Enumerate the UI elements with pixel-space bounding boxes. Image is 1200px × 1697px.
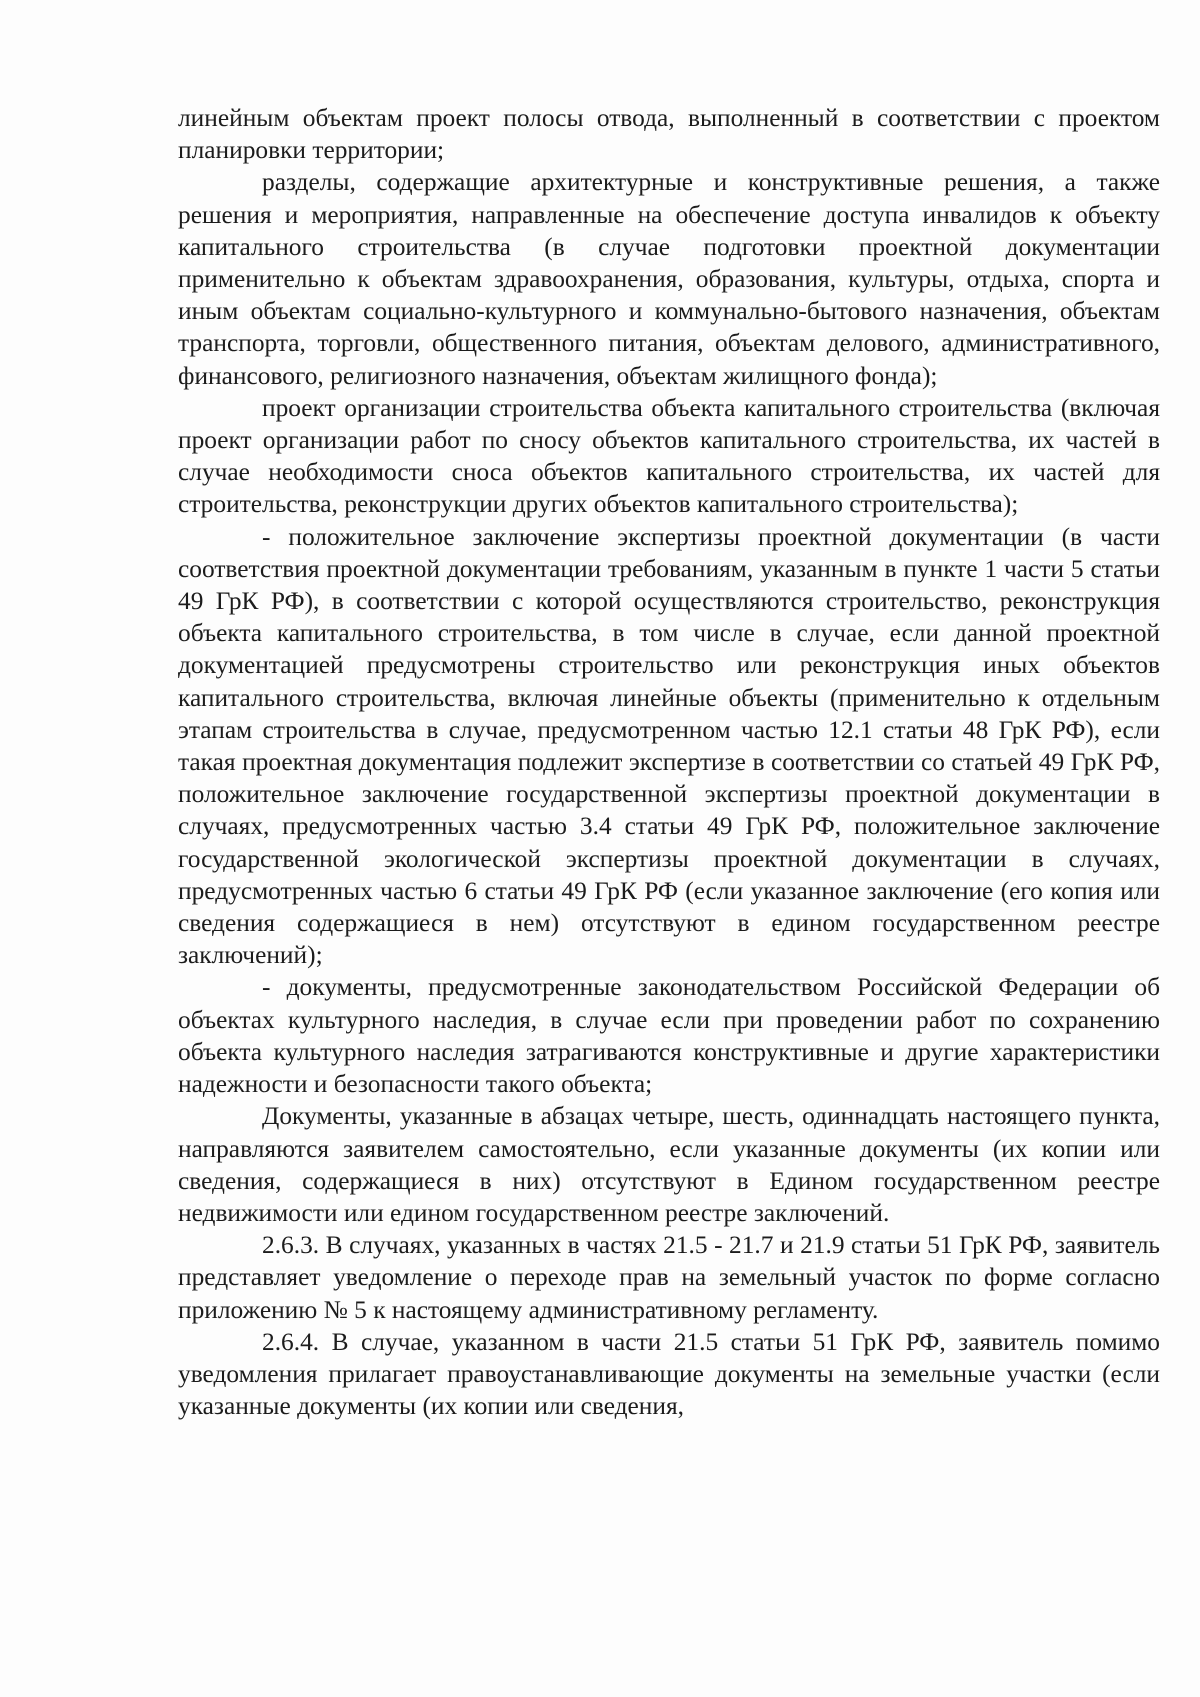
paragraph-expertise-conclusion: - положительное заключение экспертизы проектной документации (в части соответствия проектной документации требованиям, указанным в пункте 1 части 5 статьи 49 ГрК РФ), в соответствии с которой осуществляются строительство, реконструкция объекта капитального строительства, в том числе в случае, если данной проектной документацией предусмотрены строительство или реконструкция иных объектов капитального строительства, включая линейные объекты (применительно к отдельным этапам строительства в случае, предусмотренном частью 12.1 статьи 48 ГрК РФ), если такая проектная документация подлежит экспертизе в соответствии со статьей 49 ГрК РФ, положительное заключение государственной экспертизы проектной документации в случаях, предусмотренных частью 3.4 статьи 49 ГрК РФ, положительное заключение государственной экологической экспертизы проектной документации в случаях, предусмотренных частью 6 статьи 49 ГрК РФ (если указанное заключение (его копия или сведения содержащиеся в нем) отсутствуют в едином государственном реестре заключений); [178,522,1160,970]
paragraph-architectural-sections: разделы, содержащие архитектурные и конструктивные решения, а также решения и мероприятия, направленные на обеспечение доступа инвалидов к объекту капитального строительства (в случае подготовки проектной документации применительно к объектам здравоохранения, образования, культуры, отдыха, спорта и иным объектам социально-культурного и коммунально-бытового назначения, объектам транспорта, торговли, общественного питания, объектам делового, административного, финансового, религиозного назначения, объектам жилищного фонда); [178,168,1160,390]
paragraph-cultural-heritage: - документы, предусмотренные законодательством Российской Федерации об объектах культурного наследия, в случае если при проведении работ по сохранению объекта культурного наследия затрагиваются конструктивные и другие характеристики надежности и безопасности такого объекта; [178,973,1160,1099]
document-body [178,102,1160,1422]
paragraph-clause-2-6-3: 2.6.3. В случаях, указанных в частях 21.5 - 21.7 и 21.9 статьи 51 ГрК РФ, заявитель представляет уведомление о переходе прав на земельный участок по форме согласно приложению № 5 к настоящему административному регламенту. [178,1231,1160,1324]
paragraph-linear-objects: линейным объектам проект полосы отвода, выполненный в соответствии с проектом планировки территории; [178,104,1160,165]
paragraph-documents-submitted: Документы, указанные в абзацах четыре, шесть, одиннадцать настоящего пункта, направляются заявителем самостоятельно, если указанные документы (их копии или сведения, содержащиеся в них) отсутствуют в Едином государственном реестре недвижимости или едином государственном реестре заключений. [178,1102,1160,1227]
paragraph-construction-organization: проект организации строительства объекта капитального строительства (включая проект организации работ по сносу объектов капитального строительства, их частей в случае необходимости сноса объектов капитального строительства, их частей для строительства, реконструкции других объектов капитального строительства); [178,393,1160,519]
paragraph-clause-2-6-4: 2.6.4. В случае, указанном в части 21.5 статьи 51 ГрК РФ, заявитель помимо уведомления прилагает правоустанавливающие документы на земельные участки (если указанные документы (их копии или сведения, [178,1327,1160,1421]
